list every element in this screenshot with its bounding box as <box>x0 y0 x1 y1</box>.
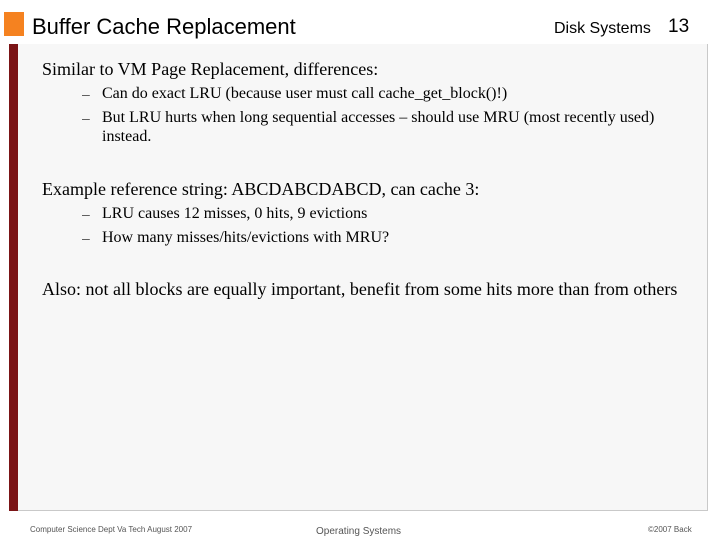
sub-bullet-lru-hurts: But LRU hurts when long sequential accesses – should use MRU (most recently used) instead. <box>102 109 655 145</box>
footer-department: Computer Science Dept Va Tech August 2007 <box>30 525 193 534</box>
slide-title: Buffer Cache Replacement <box>32 14 296 39</box>
sub-bullet-mru-question: How many misses/hits/evictions with MRU? <box>102 229 390 246</box>
bullet-example-string: Example reference string: ABCDABCDABCD, can cache 3: <box>42 179 480 199</box>
footer-copyright: ©2007 Back <box>648 525 692 534</box>
bullet-block-importance: Also: not all blocks are equally important, benefit from some hits more than from others <box>42 279 678 299</box>
course-name: Disk Systems <box>554 20 651 37</box>
sub-bullet-marker: – <box>82 206 90 222</box>
sub-bullet-exact-lru: Can do exact LRU (because user must call cache_get_block()!) <box>102 85 508 102</box>
slide-number: 13 <box>668 16 690 37</box>
title-accent-square <box>4 12 24 36</box>
sub-bullet-marker: – <box>82 86 90 102</box>
sub-bullet-marker: – <box>82 110 90 126</box>
sub-bullet-marker: – <box>82 230 90 246</box>
left-accent-bar <box>9 44 18 511</box>
footer-course: Operating Systems <box>316 526 402 537</box>
bullet-vm-replacement: Similar to VM Page Replacement, differences: <box>42 59 379 79</box>
sub-bullet-lru-result: LRU causes 12 misses, 0 hits, 9 evictions <box>102 205 368 222</box>
content-panel <box>18 44 708 511</box>
